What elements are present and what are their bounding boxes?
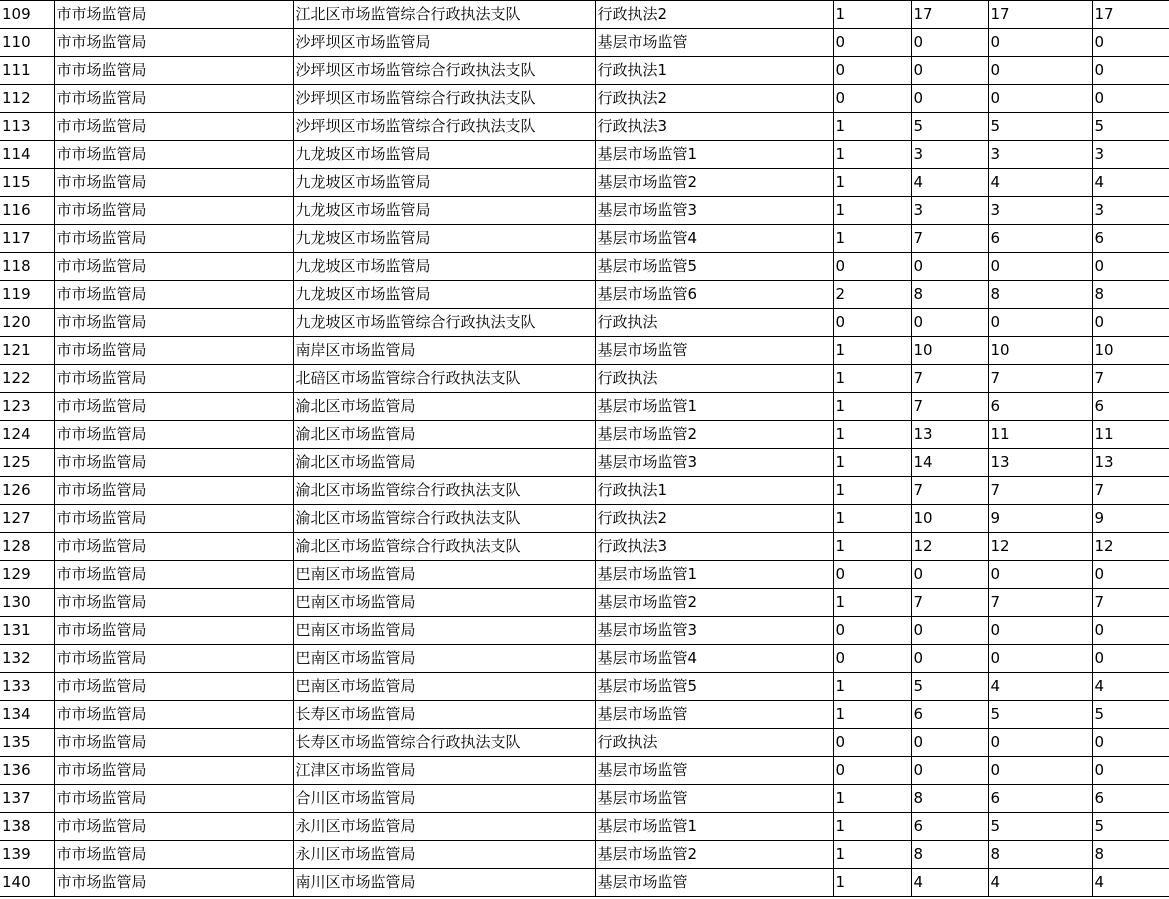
cell-col-b: 8	[911, 841, 988, 869]
cell-col-a: 1	[833, 505, 911, 533]
cell-col-c: 0	[988, 645, 1092, 673]
cell-department: 市市场监管局	[54, 1, 293, 29]
table-row	[0, 561, 1169, 589]
cell-col-b: 4	[911, 169, 988, 197]
cell-unit: 长寿区市场监管综合行政执法支队	[293, 729, 595, 757]
cell-col-a: 0	[833, 85, 911, 113]
table-row	[0, 29, 1169, 57]
cell-col-b: 0	[911, 253, 988, 281]
cell-col-c: 4	[988, 869, 1092, 897]
cell-position: 基层市场监管2	[595, 169, 833, 197]
cell-col-d: 6	[1092, 393, 1169, 421]
cell-row-number: 121	[0, 337, 54, 365]
cell-position: 基层市场监管1	[595, 141, 833, 169]
cell-col-c: 6	[988, 393, 1092, 421]
table-row	[0, 505, 1169, 533]
cell-row-number: 138	[0, 813, 54, 841]
cell-col-b: 7	[911, 365, 988, 393]
cell-row-number: 125	[0, 449, 54, 477]
cell-position: 基层市场监管6	[595, 281, 833, 309]
cell-col-a: 1	[833, 813, 911, 841]
cell-unit: 南川区市场监管局	[293, 869, 595, 897]
cell-unit: 巴南区市场监管局	[293, 617, 595, 645]
cell-unit: 九龙坡区市场监管局	[293, 253, 595, 281]
cell-col-d: 8	[1092, 281, 1169, 309]
table-row	[0, 365, 1169, 393]
cell-position: 基层市场监管3	[595, 449, 833, 477]
cell-col-d: 0	[1092, 57, 1169, 85]
cell-department: 市市场监管局	[54, 617, 293, 645]
table-row	[0, 645, 1169, 673]
cell-row-number: 114	[0, 141, 54, 169]
cell-col-c: 0	[988, 29, 1092, 57]
cell-department: 市市场监管局	[54, 225, 293, 253]
cell-unit: 沙坪坝区市场监管综合行政执法支队	[293, 57, 595, 85]
table-row	[0, 757, 1169, 785]
cell-col-c: 8	[988, 281, 1092, 309]
table-row	[0, 281, 1169, 309]
cell-department: 市市场监管局	[54, 813, 293, 841]
cell-col-b: 13	[911, 421, 988, 449]
table-row	[0, 841, 1169, 869]
cell-col-a: 1	[833, 141, 911, 169]
cell-position: 行政执法3	[595, 533, 833, 561]
cell-department: 市市场监管局	[54, 505, 293, 533]
cell-position: 基层市场监管	[595, 29, 833, 57]
cell-department: 市市场监管局	[54, 785, 293, 813]
cell-col-d: 3	[1092, 197, 1169, 225]
cell-col-a: 0	[833, 57, 911, 85]
cell-position: 基层市场监管	[595, 785, 833, 813]
cell-row-number: 132	[0, 645, 54, 673]
cell-col-c: 5	[988, 113, 1092, 141]
table-row	[0, 113, 1169, 141]
cell-position: 基层市场监管1	[595, 393, 833, 421]
cell-unit: 九龙坡区市场监管局	[293, 281, 595, 309]
cell-col-c: 10	[988, 337, 1092, 365]
cell-col-d: 7	[1092, 477, 1169, 505]
cell-row-number: 133	[0, 673, 54, 701]
cell-col-c: 13	[988, 449, 1092, 477]
cell-position: 行政执法2	[595, 505, 833, 533]
cell-unit: 巴南区市场监管局	[293, 645, 595, 673]
cell-row-number: 124	[0, 421, 54, 449]
cell-position: 基层市场监管2	[595, 421, 833, 449]
cell-row-number: 130	[0, 589, 54, 617]
cell-col-b: 10	[911, 337, 988, 365]
cell-row-number: 136	[0, 757, 54, 785]
cell-row-number: 111	[0, 57, 54, 85]
table-row	[0, 701, 1169, 729]
cell-col-b: 12	[911, 533, 988, 561]
cell-col-c: 5	[988, 701, 1092, 729]
cell-position: 行政执法2	[595, 85, 833, 113]
cell-col-b: 10	[911, 505, 988, 533]
cell-col-c: 0	[988, 617, 1092, 645]
cell-unit: 合川区市场监管局	[293, 785, 595, 813]
cell-col-b: 0	[911, 561, 988, 589]
table-row	[0, 309, 1169, 337]
cell-department: 市市场监管局	[54, 57, 293, 85]
cell-unit: 永川区市场监管局	[293, 841, 595, 869]
cell-row-number: 117	[0, 225, 54, 253]
cell-col-d: 7	[1092, 365, 1169, 393]
table-row	[0, 197, 1169, 225]
cell-col-b: 8	[911, 785, 988, 813]
cell-col-c: 0	[988, 85, 1092, 113]
cell-col-d: 0	[1092, 253, 1169, 281]
cell-department: 市市场监管局	[54, 841, 293, 869]
cell-position: 基层市场监管1	[595, 813, 833, 841]
cell-col-c: 12	[988, 533, 1092, 561]
cell-col-a: 1	[833, 225, 911, 253]
cell-col-c: 0	[988, 729, 1092, 757]
table-row	[0, 253, 1169, 281]
cell-col-c: 0	[988, 57, 1092, 85]
cell-department: 市市场监管局	[54, 393, 293, 421]
table-row	[0, 869, 1169, 897]
table-row	[0, 449, 1169, 477]
cell-department: 市市场监管局	[54, 309, 293, 337]
cell-col-a: 1	[833, 869, 911, 897]
cell-row-number: 122	[0, 365, 54, 393]
cell-col-a: 1	[833, 421, 911, 449]
cell-position: 行政执法	[595, 309, 833, 337]
cell-unit: 巴南区市场监管局	[293, 673, 595, 701]
cell-col-a: 1	[833, 365, 911, 393]
cell-row-number: 129	[0, 561, 54, 589]
cell-position: 行政执法2	[595, 1, 833, 29]
cell-row-number: 139	[0, 841, 54, 869]
cell-col-c: 7	[988, 365, 1092, 393]
cell-col-a: 1	[833, 589, 911, 617]
cell-unit: 江津区市场监管局	[293, 757, 595, 785]
table-row	[0, 785, 1169, 813]
cell-position: 基层市场监管	[595, 701, 833, 729]
cell-position: 基层市场监管5	[595, 673, 833, 701]
cell-department: 市市场监管局	[54, 141, 293, 169]
cell-col-a: 1	[833, 113, 911, 141]
cell-col-c: 3	[988, 141, 1092, 169]
cell-col-c: 17	[988, 1, 1092, 29]
cell-col-b: 0	[911, 85, 988, 113]
cell-row-number: 119	[0, 281, 54, 309]
table-row	[0, 421, 1169, 449]
cell-col-b: 4	[911, 869, 988, 897]
cell-department: 市市场监管局	[54, 449, 293, 477]
cell-col-d: 9	[1092, 505, 1169, 533]
cell-col-a: 1	[833, 701, 911, 729]
cell-col-a: 2	[833, 281, 911, 309]
cell-position: 基层市场监管5	[595, 253, 833, 281]
cell-unit: 沙坪坝区市场监管综合行政执法支队	[293, 113, 595, 141]
cell-col-c: 11	[988, 421, 1092, 449]
cell-col-a: 0	[833, 561, 911, 589]
cell-unit: 九龙坡区市场监管综合行政执法支队	[293, 309, 595, 337]
cell-col-a: 1	[833, 337, 911, 365]
cell-col-a: 1	[833, 533, 911, 561]
table-row	[0, 589, 1169, 617]
cell-col-b: 7	[911, 225, 988, 253]
cell-col-d: 0	[1092, 85, 1169, 113]
cell-unit: 北碚区市场监管综合行政执法支队	[293, 365, 595, 393]
cell-col-b: 0	[911, 729, 988, 757]
cell-row-number: 116	[0, 197, 54, 225]
cell-col-d: 0	[1092, 561, 1169, 589]
cell-col-c: 7	[988, 589, 1092, 617]
cell-col-c: 0	[988, 253, 1092, 281]
table-row	[0, 533, 1169, 561]
cell-department: 市市场监管局	[54, 169, 293, 197]
cell-col-b: 17	[911, 1, 988, 29]
cell-department: 市市场监管局	[54, 365, 293, 393]
cell-col-c: 0	[988, 309, 1092, 337]
cell-col-d: 6	[1092, 785, 1169, 813]
cell-position: 行政执法1	[595, 477, 833, 505]
cell-col-a: 0	[833, 729, 911, 757]
cell-col-b: 7	[911, 393, 988, 421]
cell-col-b: 0	[911, 309, 988, 337]
cell-position: 基层市场监管	[595, 869, 833, 897]
cell-row-number: 113	[0, 113, 54, 141]
cell-col-c: 4	[988, 673, 1092, 701]
cell-unit: 沙坪坝区市场监管局	[293, 29, 595, 57]
cell-unit: 九龙坡区市场监管局	[293, 225, 595, 253]
cell-unit: 九龙坡区市场监管局	[293, 141, 595, 169]
cell-row-number: 131	[0, 617, 54, 645]
cell-col-a: 0	[833, 617, 911, 645]
cell-col-d: 0	[1092, 645, 1169, 673]
table-row	[0, 813, 1169, 841]
cell-col-a: 0	[833, 645, 911, 673]
cell-col-a: 0	[833, 253, 911, 281]
cell-col-a: 1	[833, 169, 911, 197]
cell-unit: 渝北区市场监管局	[293, 449, 595, 477]
cell-row-number: 109	[0, 1, 54, 29]
cell-col-d: 12	[1092, 533, 1169, 561]
cell-unit: 九龙坡区市场监管局	[293, 197, 595, 225]
cell-row-number: 140	[0, 869, 54, 897]
cell-col-a: 1	[833, 197, 911, 225]
cell-department: 市市场监管局	[54, 645, 293, 673]
cell-col-a: 1	[833, 1, 911, 29]
cell-department: 市市场监管局	[54, 337, 293, 365]
cell-col-c: 0	[988, 561, 1092, 589]
cell-department: 市市场监管局	[54, 477, 293, 505]
cell-position: 行政执法3	[595, 113, 833, 141]
cell-col-d: 5	[1092, 701, 1169, 729]
cell-row-number: 110	[0, 29, 54, 57]
cell-col-c: 6	[988, 785, 1092, 813]
cell-department: 市市场监管局	[54, 533, 293, 561]
table-row	[0, 617, 1169, 645]
table-row	[0, 477, 1169, 505]
cell-department: 市市场监管局	[54, 253, 293, 281]
cell-row-number: 123	[0, 393, 54, 421]
cell-unit: 渝北区市场监管综合行政执法支队	[293, 505, 595, 533]
cell-row-number: 134	[0, 701, 54, 729]
cell-unit: 渝北区市场监管综合行政执法支队	[293, 533, 595, 561]
table-body	[0, 1, 1169, 897]
cell-row-number: 127	[0, 505, 54, 533]
cell-position: 基层市场监管3	[595, 197, 833, 225]
cell-department: 市市场监管局	[54, 281, 293, 309]
cell-position: 行政执法1	[595, 57, 833, 85]
cell-unit: 长寿区市场监管局	[293, 701, 595, 729]
table-row	[0, 393, 1169, 421]
cell-col-d: 13	[1092, 449, 1169, 477]
cell-unit: 南岸区市场监管局	[293, 337, 595, 365]
cell-col-b: 7	[911, 589, 988, 617]
cell-col-a: 1	[833, 673, 911, 701]
cell-col-a: 1	[833, 393, 911, 421]
cell-col-a: 1	[833, 841, 911, 869]
cell-col-c: 0	[988, 757, 1092, 785]
cell-position: 基层市场监管4	[595, 645, 833, 673]
cell-unit: 江北区市场监管综合行政执法支队	[293, 1, 595, 29]
table-row	[0, 225, 1169, 253]
cell-position: 基层市场监管4	[595, 225, 833, 253]
cell-unit: 渝北区市场监管局	[293, 393, 595, 421]
table-row	[0, 1, 1169, 29]
cell-col-d: 0	[1092, 729, 1169, 757]
cell-position: 基层市场监管	[595, 757, 833, 785]
cell-department: 市市场监管局	[54, 869, 293, 897]
cell-row-number: 137	[0, 785, 54, 813]
cell-col-b: 0	[911, 617, 988, 645]
cell-position: 基层市场监管1	[595, 561, 833, 589]
table-row	[0, 85, 1169, 113]
cell-position: 基层市场监管2	[595, 589, 833, 617]
cell-department: 市市场监管局	[54, 729, 293, 757]
cell-department: 市市场监管局	[54, 673, 293, 701]
cell-col-d: 0	[1092, 757, 1169, 785]
cell-col-a: 1	[833, 785, 911, 813]
cell-position: 行政执法	[595, 365, 833, 393]
cell-col-b: 0	[911, 645, 988, 673]
cell-position: 基层市场监管	[595, 337, 833, 365]
cell-col-d: 6	[1092, 225, 1169, 253]
table-row	[0, 169, 1169, 197]
cell-department: 市市场监管局	[54, 197, 293, 225]
cell-col-d: 10	[1092, 337, 1169, 365]
cell-col-b: 5	[911, 673, 988, 701]
cell-department: 市市场监管局	[54, 421, 293, 449]
cell-col-a: 0	[833, 757, 911, 785]
cell-row-number: 128	[0, 533, 54, 561]
cell-col-c: 4	[988, 169, 1092, 197]
cell-unit: 渝北区市场监管综合行政执法支队	[293, 477, 595, 505]
cell-col-a: 1	[833, 449, 911, 477]
cell-row-number: 118	[0, 253, 54, 281]
cell-col-a: 1	[833, 477, 911, 505]
cell-col-c: 7	[988, 477, 1092, 505]
cell-department: 市市场监管局	[54, 113, 293, 141]
cell-row-number: 126	[0, 477, 54, 505]
cell-unit: 永川区市场监管局	[293, 813, 595, 841]
cell-col-d: 5	[1092, 113, 1169, 141]
cell-col-c: 8	[988, 841, 1092, 869]
table-row	[0, 141, 1169, 169]
cell-col-b: 6	[911, 701, 988, 729]
cell-unit: 巴南区市场监管局	[293, 561, 595, 589]
cell-department: 市市场监管局	[54, 701, 293, 729]
cell-row-number: 115	[0, 169, 54, 197]
cell-unit: 渝北区市场监管局	[293, 421, 595, 449]
cell-col-b: 3	[911, 197, 988, 225]
cell-col-b: 14	[911, 449, 988, 477]
table-row	[0, 673, 1169, 701]
cell-position: 基层市场监管2	[595, 841, 833, 869]
cell-col-d: 3	[1092, 141, 1169, 169]
cell-col-a: 0	[833, 309, 911, 337]
cell-col-d: 4	[1092, 673, 1169, 701]
cell-col-b: 7	[911, 477, 988, 505]
cell-row-number: 120	[0, 309, 54, 337]
cell-unit: 九龙坡区市场监管局	[293, 169, 595, 197]
cell-col-d: 0	[1092, 29, 1169, 57]
cell-col-c: 3	[988, 197, 1092, 225]
cell-position: 行政执法	[595, 729, 833, 757]
cell-col-a: 0	[833, 29, 911, 57]
cell-col-b: 0	[911, 29, 988, 57]
cell-col-c: 5	[988, 813, 1092, 841]
cell-col-d: 17	[1092, 1, 1169, 29]
cell-row-number: 135	[0, 729, 54, 757]
cell-col-d: 8	[1092, 841, 1169, 869]
cell-department: 市市场监管局	[54, 85, 293, 113]
cell-unit: 沙坪坝区市场监管综合行政执法支队	[293, 85, 595, 113]
table-row	[0, 57, 1169, 85]
cell-col-d: 0	[1092, 617, 1169, 645]
cell-col-d: 0	[1092, 309, 1169, 337]
cell-department: 市市场监管局	[54, 757, 293, 785]
cell-col-d: 5	[1092, 813, 1169, 841]
cell-row-number: 112	[0, 85, 54, 113]
cell-col-d: 4	[1092, 169, 1169, 197]
cell-position: 基层市场监管3	[595, 617, 833, 645]
table-row	[0, 337, 1169, 365]
cell-unit: 巴南区市场监管局	[293, 589, 595, 617]
cell-col-d: 11	[1092, 421, 1169, 449]
cell-col-b: 8	[911, 281, 988, 309]
cell-col-c: 9	[988, 505, 1092, 533]
cell-col-c: 6	[988, 225, 1092, 253]
cell-col-d: 4	[1092, 869, 1169, 897]
cell-col-b: 0	[911, 57, 988, 85]
cell-col-b: 3	[911, 141, 988, 169]
cell-col-b: 0	[911, 757, 988, 785]
cell-department: 市市场监管局	[54, 29, 293, 57]
cell-col-b: 6	[911, 813, 988, 841]
cell-department: 市市场监管局	[54, 561, 293, 589]
cell-department: 市市场监管局	[54, 589, 293, 617]
table-row	[0, 729, 1169, 757]
cell-col-d: 7	[1092, 589, 1169, 617]
cell-col-b: 5	[911, 113, 988, 141]
